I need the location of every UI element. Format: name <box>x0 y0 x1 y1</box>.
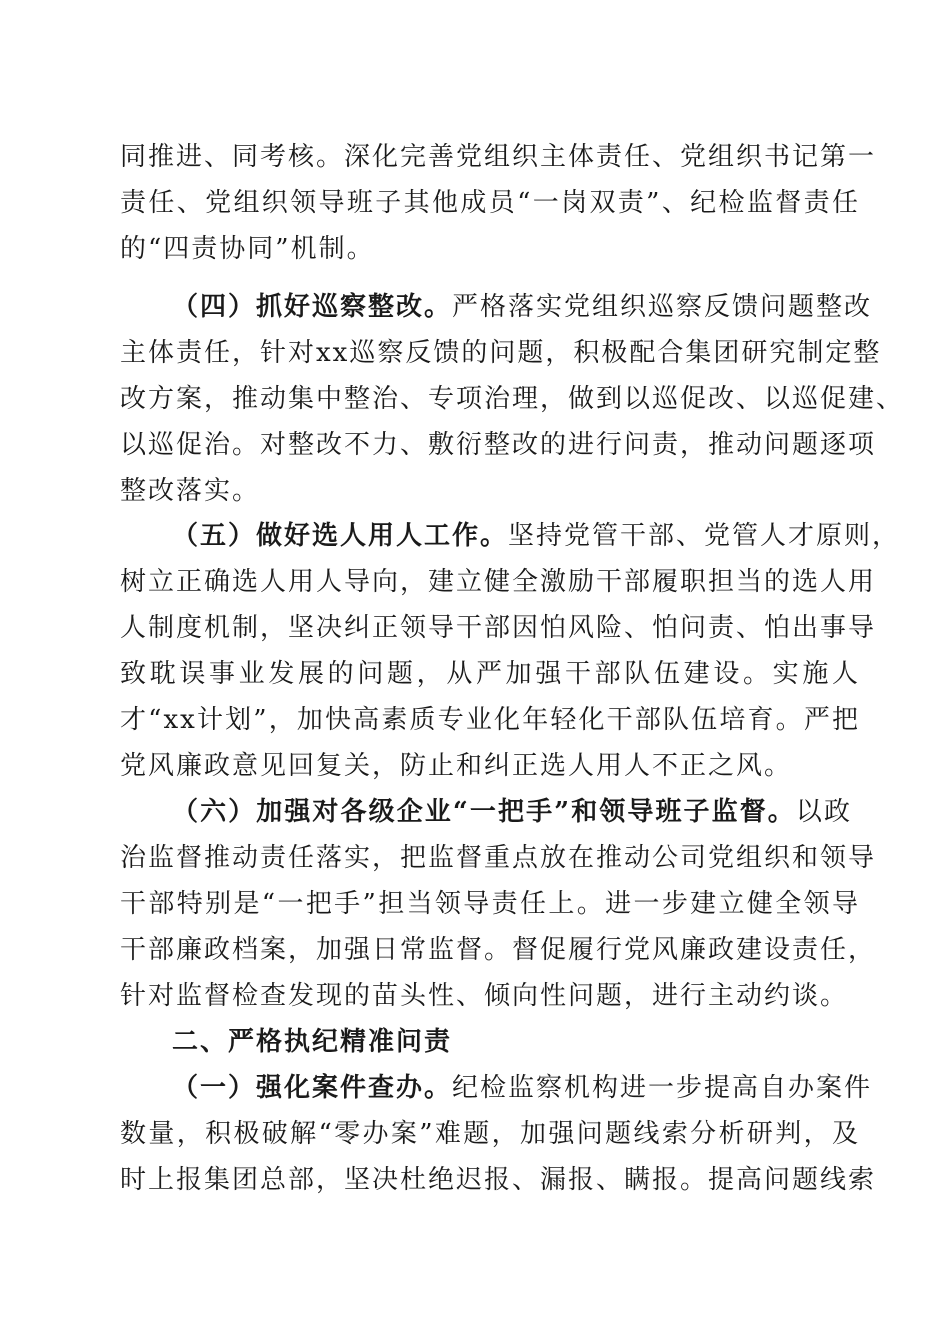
paragraph-line: 改方案，推动集中整治、专项治理，做到以巡促改、以巡促建、 <box>120 384 905 414</box>
paragraph-line: 致耽误事业发展的问题，从严加强干部队伍建设。实施人 <box>120 659 860 689</box>
section-heading: （四）抓好巡察整改。 <box>172 292 453 322</box>
paragraph-line: 才“xx计划”，加快高素质专业化年轻化干部队伍培育。严把 <box>120 705 860 735</box>
paragraph-line: （六）加强对各级企业“一把手”和领导班子监督。以政 <box>172 797 852 827</box>
paragraph-line: 以巡促治。对整改不力、敷衍整改的进行问责，推动问题逐项 <box>120 430 877 460</box>
paragraph-line: 同推进、同考核。深化完善党组织主体责任、党组织书记第一 <box>120 142 877 172</box>
paragraph-line: 党风廉政意见回复关，防止和纠正选人用人不正之风。 <box>120 751 793 781</box>
chapter-heading: 二、严格执纪精准问责 <box>172 1027 453 1057</box>
section-heading: （五）做好选人用人工作。 <box>172 521 509 551</box>
paragraph-line: 干部特别是“一把手”担当领导责任上。进一步建立健全领导 <box>120 889 860 919</box>
paragraph-line: （一）强化案件查办。纪检监察机构进一步提高自办案件 <box>172 1073 873 1103</box>
paragraph-line: 时上报集团总部，坚决杜绝迟报、漏报、瞒报。提高问题线索 <box>120 1165 877 1195</box>
paragraph-line: 整改落实。 <box>120 476 261 506</box>
paragraph-line: （五）做好选人用人工作。坚持党管干部、党管人才原则， <box>172 521 901 551</box>
paragraph-line: 的“四责协同”机制。 <box>120 234 375 264</box>
paragraph-line: 人制度机制，坚决纠正领导干部因怕风险、怕问责、怕出事导 <box>120 613 877 643</box>
paragraph-line: 针对监督检查发现的苗头性、倾向性问题，进行主动约谈。 <box>120 981 849 1011</box>
paragraph-line: 主体责任，针对xx巡察反馈的问题，积极配合集团研究制定整 <box>120 338 882 368</box>
paragraph-line: 干部廉政档案，加强日常监督。督促履行党风廉政建设责任， <box>120 935 877 965</box>
paragraph-line: 数量，积极破解“零办案”难题，加强问题线索分析研判，及 <box>120 1119 860 1149</box>
paragraph-line: 治监督推动责任落实，把监督重点放在推动公司党组织和领导 <box>120 843 877 873</box>
paragraph-line: 责任、党组织领导班子其他成员“一岗双责”、纪检监督责任 <box>120 188 860 218</box>
paragraph-line: （四）抓好巡察整改。严格落实党组织巡察反馈问题整改 <box>172 292 873 322</box>
section-heading: （一）强化案件查办。 <box>172 1073 453 1103</box>
paragraph-line: 树立正确选人用人导向，建立健全激励干部履职担当的选人用 <box>120 567 877 597</box>
section-heading: （六）加强对各级企业“一把手”和领导班子监督。 <box>172 797 796 827</box>
